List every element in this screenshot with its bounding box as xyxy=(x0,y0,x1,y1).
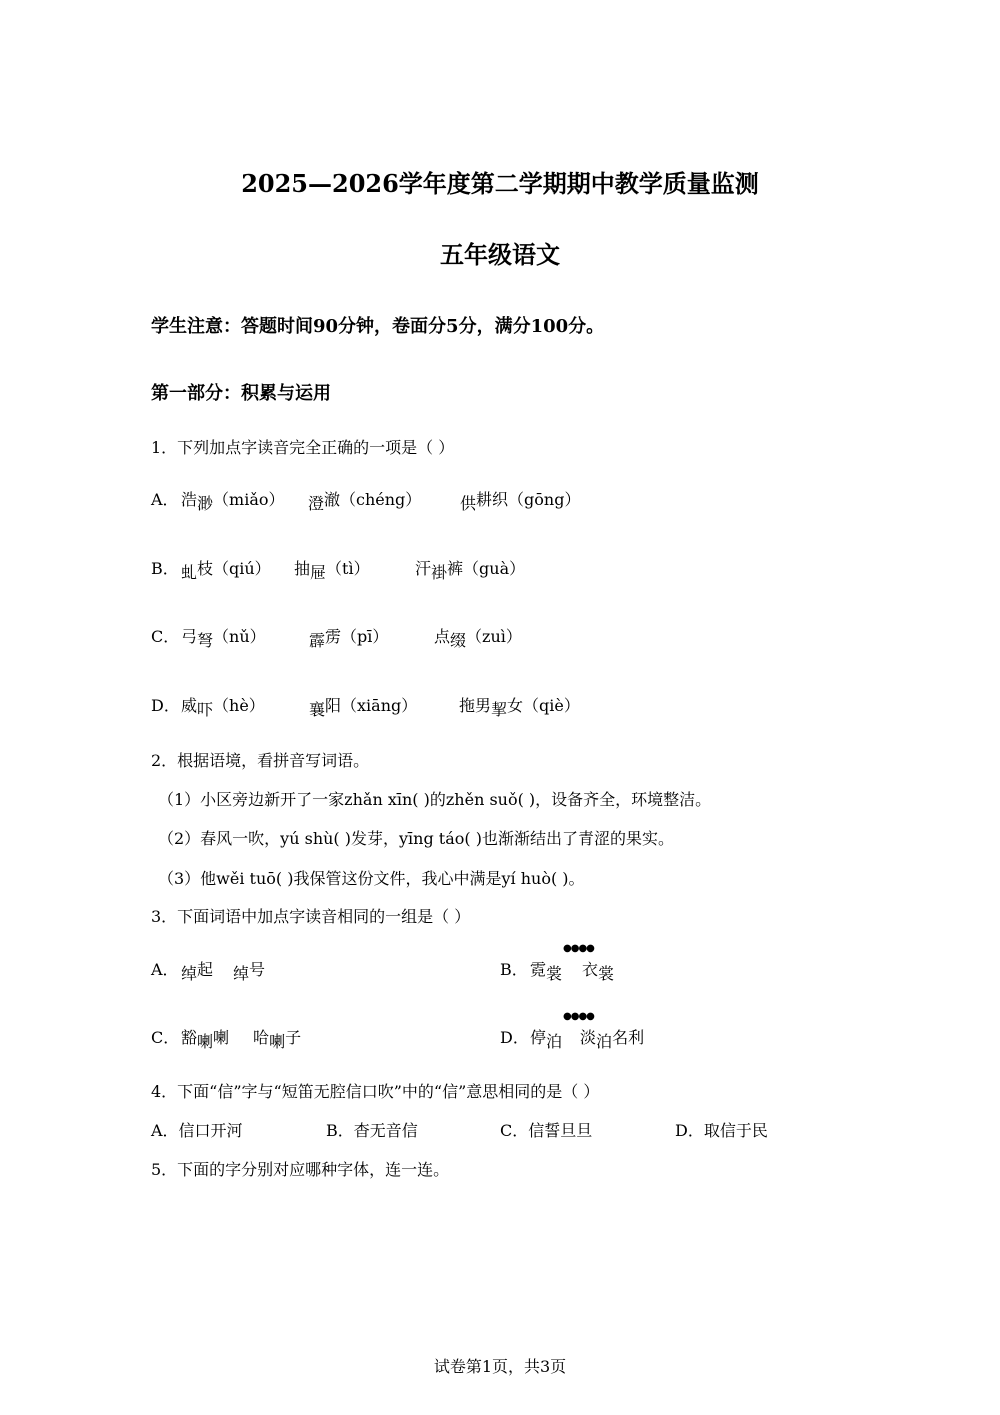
char: 泊 xyxy=(596,1032,613,1051)
option-label: A． xyxy=(151,490,179,509)
q1-b-item1: 虬枝（qiú） xyxy=(181,559,271,582)
q1-option-b xyxy=(151,559,526,582)
q1-option-d xyxy=(151,696,580,719)
q4-option-d: D．取信于民 xyxy=(675,1121,768,1140)
q1-c-item2: 霹雳（pī） xyxy=(309,627,389,650)
option-label: D． xyxy=(500,1028,529,1047)
q1-d-item3: 拖男挈女（qiè） xyxy=(459,696,580,719)
char: 绰 xyxy=(181,964,198,983)
q1-d-item2: 襄阳（xiāng） xyxy=(309,696,418,719)
char: 裳 xyxy=(598,964,615,983)
char: 豁 xyxy=(181,1028,198,1047)
option-label: C． xyxy=(151,627,180,646)
q1-a-item1: 浩渺（miǎo） xyxy=(181,490,285,513)
char: 衣 xyxy=(582,960,599,979)
char: 号 xyxy=(249,960,266,979)
char: 喇 xyxy=(197,1032,214,1051)
char: 名利 xyxy=(612,1028,645,1047)
char: 裳 xyxy=(546,964,563,983)
q2-stem: 2．根据语境，看拼音写词语。 xyxy=(151,751,370,770)
q5-stem: 5．下面的字分别对应哪种字体，连一连。 xyxy=(151,1160,450,1179)
exam-subtitle: 五年级语文 xyxy=(440,240,560,269)
option-label: B． xyxy=(151,559,179,578)
part1-heading: 第一部分：积累与运用 xyxy=(151,383,331,404)
q1-a-item3: 供耕织（gōng） xyxy=(460,490,581,513)
char: 霓 xyxy=(530,960,547,979)
q1-d-item1: 威吓（hè） xyxy=(181,696,265,719)
char: 绰 xyxy=(233,964,250,983)
q1-c-item1: 弓弩（nǔ） xyxy=(181,627,266,650)
option-label: D． xyxy=(151,696,180,715)
char: 停 xyxy=(530,1028,547,1047)
q3-option-d xyxy=(500,1028,645,1051)
q1-a-item2: 澄澈（chéng） xyxy=(308,490,422,513)
page-footer: 试卷第1页，共3页 xyxy=(433,1357,567,1376)
char: 淡 xyxy=(580,1028,597,1047)
q2-line-3: （3）他wěi tuō( )我保管这份文件，我心中满是yí huò( )。 xyxy=(158,869,585,888)
option-label: C． xyxy=(151,1028,180,1047)
char: 喇 xyxy=(269,1032,286,1051)
char: 哈 xyxy=(253,1028,270,1047)
q4-stem: 4．下面“信”字与“短笛无腔信口吹”中的“信”意思相同的是（ ） xyxy=(151,1082,600,1101)
q1-b-item3: 汗褂裤（guà） xyxy=(415,559,526,582)
char: 喇 xyxy=(213,1028,230,1047)
exam-title: 2025—2026学年度第二学期期中教学质量监测 xyxy=(241,169,759,198)
option-label: B． xyxy=(500,960,528,979)
q1-option-c xyxy=(151,627,522,650)
emphasis-dots: ●●●● xyxy=(563,1011,594,1022)
q3-option-c xyxy=(151,1028,302,1051)
q3-stem: 3．下面词语中加点字读音相同的一组是（ ） xyxy=(151,907,471,926)
q1-option-a xyxy=(151,490,581,513)
q4-option-c: C．信誓旦旦 xyxy=(500,1121,593,1140)
q2-line-2: （2）春风一吹，yú shù( )发芽，yīng táo( )也渐渐结出了青涩的果实。 xyxy=(158,829,674,848)
q1-stem: 1．下列加点字读音完全正确的一项是（ ） xyxy=(151,438,455,457)
q3-option-b xyxy=(500,960,615,983)
q1-b-item2: 抽屉（tì） xyxy=(294,559,370,582)
q4-option-a: A．信口开河 xyxy=(151,1121,243,1140)
char: 泊 xyxy=(546,1032,563,1051)
emphasis-dots: ●●●● xyxy=(563,943,594,954)
option-label: A． xyxy=(151,960,179,979)
student-notice: 学生注意：答题时间90分钟，卷面分5分，满分100分。 xyxy=(151,316,605,337)
char: 起 xyxy=(197,960,214,979)
q1-c-item3: 点缀（zuì） xyxy=(434,627,522,650)
q2-line-1: （1）小区旁边新开了一家zhǎn xīn( )的zhěn suǒ( )，设备齐全，环境整洁。 xyxy=(158,790,712,809)
q3-option-a xyxy=(151,960,266,983)
char: 子 xyxy=(285,1028,302,1047)
q4-option-b: B．杳无音信 xyxy=(326,1121,418,1140)
